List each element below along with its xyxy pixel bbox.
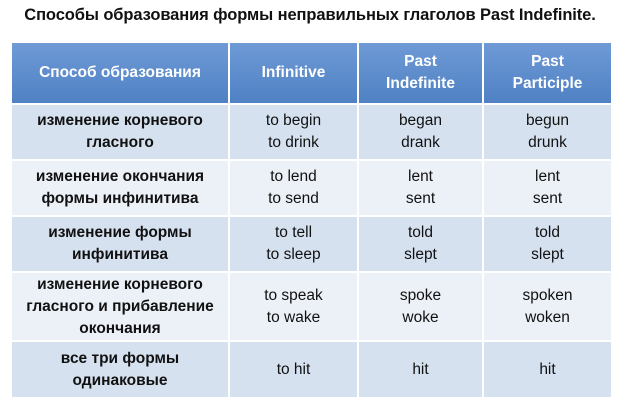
past-participle-value: hit [539, 360, 556, 378]
past-participle-value: spoken [522, 286, 573, 304]
past-indefinite-cell [359, 103, 484, 159]
past-indefinite-value: hit [412, 360, 429, 378]
header-past-indefinite-line-2: Indefinite [386, 75, 455, 92]
past-participle-value: woken [525, 308, 570, 326]
infinitive-value: to lend [270, 168, 317, 185]
method-cell [12, 215, 230, 271]
method-line: одинаковые [72, 371, 168, 389]
past-participle-value: drunk [528, 134, 567, 151]
past-participle-cell [484, 159, 611, 215]
method-line: окончания [79, 319, 161, 337]
page-title: Способы образования формы неправильных глаголов Past Indefinite. [24, 6, 596, 24]
past-participle-cell [484, 103, 611, 159]
method-cell [12, 340, 230, 397]
past-indefinite-cell [359, 215, 484, 271]
infinitive-cell [230, 340, 359, 397]
method-line: все три формы [60, 349, 180, 367]
table-body [12, 103, 611, 397]
header-past-indefinite [359, 43, 484, 103]
method-line: изменение корневого [37, 112, 203, 129]
past-participle-value: told [535, 224, 560, 241]
past-indefinite-cell [359, 271, 484, 340]
header-row [12, 43, 611, 103]
header-method [12, 43, 230, 103]
past-indefinite-value: slept [404, 246, 437, 263]
table-row [12, 271, 611, 340]
header-infinitive-label: Infinitive [261, 64, 326, 81]
infinitive-value: to speak [264, 286, 323, 304]
past-participle-cell [484, 271, 611, 340]
method-line: гласного и прибавление [26, 297, 214, 315]
past-participle-value: lent [535, 168, 560, 185]
header-past-participle [484, 43, 611, 103]
method-cell [12, 103, 230, 159]
header-past-indefinite-line-1: Past [404, 53, 437, 70]
table-header [12, 43, 611, 103]
header-method-label: Способ образования [39, 64, 201, 81]
past-participle-value: slept [531, 246, 564, 263]
table-row [12, 340, 611, 397]
infinitive-cell [230, 271, 359, 340]
infinitive-value: to wake [266, 308, 321, 326]
past-participle-value: sent [532, 190, 563, 207]
past-indefinite-value: lent [408, 168, 433, 185]
table-row [12, 159, 611, 215]
infinitive-cell [230, 159, 359, 215]
past-indefinite-cell [359, 340, 484, 397]
infinitive-value: to hit [276, 360, 311, 378]
method-cell [12, 271, 230, 340]
past-indefinite-value: woke [402, 308, 439, 326]
past-participle-value: begun [525, 112, 570, 129]
method-line: инфинитива [72, 246, 168, 263]
infinitive-value: to sleep [266, 246, 321, 263]
past-indefinite-value: told [408, 224, 433, 241]
past-indefinite-value: sent [405, 190, 436, 207]
infinitive-value: to send [268, 190, 319, 207]
infinitive-value: to tell [274, 224, 313, 241]
table-row [12, 103, 611, 159]
past-indefinite-value: spoke [399, 286, 442, 304]
infinitive-cell [230, 103, 359, 159]
infinitive-value: to begin [265, 112, 322, 129]
infinitive-value: to drink [268, 134, 319, 151]
method-line: изменение окончания [35, 168, 205, 185]
infinitive-cell [230, 215, 359, 271]
method-line: гласного [86, 134, 154, 151]
past-indefinite-value: began [398, 112, 443, 129]
past-indefinite-value: drank [401, 134, 440, 151]
method-line: изменение корневого [37, 275, 203, 293]
method-line: изменение формы [48, 224, 192, 241]
header-past-participle-line-1: Past [531, 53, 564, 70]
past-participle-cell [484, 340, 611, 397]
irregular-verbs-table [12, 43, 611, 397]
method-cell [12, 159, 230, 215]
past-participle-cell [484, 215, 611, 271]
method-line: формы инфинитива [41, 190, 199, 207]
past-indefinite-cell [359, 159, 484, 215]
header-infinitive [230, 43, 359, 103]
header-past-participle-line-2: Participle [512, 75, 583, 92]
table-row [12, 215, 611, 271]
